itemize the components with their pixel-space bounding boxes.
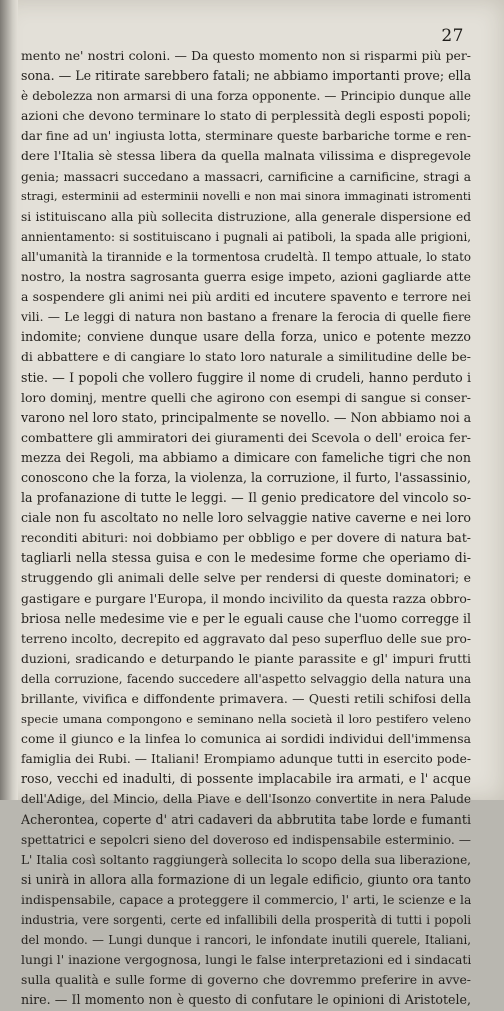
text-line: Acherontea, coperte d' atri cadaveri da abbrutita tabe lorde e fumanti [21, 811, 471, 827]
text-line: stragi, esterminii ad esterminii novelli e non mai sinora immaginati istromenti [21, 189, 471, 203]
text-line: si unirà in allora alla formazione di un legale edificio, giunto ora tanto [21, 871, 471, 887]
text-line: nostro, la nostra sagrosanta guerra esige impeto, azioni gagliarde atte [21, 269, 471, 285]
text-line: indispensabile, capace a proteggere il commercio, l' arti, le scienze e la [21, 891, 471, 907]
text-line: del mondo. — Lungi dunque i rancori, le infondate inutili querele, Italiani, [21, 933, 471, 948]
text-line: struggendo gli animali delle selve per rendersi di queste dominatori; e [21, 570, 471, 586]
text-line: tagliarli nella stessa guisa e con le medesime forme che operiamo di- [21, 550, 471, 566]
text-line: la profanazione di tutte le leggi. — Il genio predicatore del vincolo so- [21, 490, 471, 506]
text-line: duzioni, sradicando e deturpando le piante parassite e gl' impuri frutti [21, 650, 471, 666]
text-line: vili. — Le leggi di natura non bastano a frenare la ferocia di quelle fiere [21, 310, 471, 325]
text-line: sona. — Le ritirate sarebbero fatali; ne abbiamo importanti prove; ella [21, 68, 471, 84]
text-line: genia; massacri succedano a massacri, carnificine a carnificine, stragi a [21, 169, 471, 184]
text-line: gastigare e purgare l'Europa, il mondo incivilito da questa razza obbro- [21, 590, 471, 606]
text-line: loro dominj, mentre quelli che agirono con esempi di sangue si conser- [21, 389, 471, 405]
text-line: a sospendere gli animi nei più arditi ed incutere spavento e terrore nei [21, 289, 471, 305]
text-line: della corruzione, facendo succedere all'aspetto selvaggio della natura una [21, 671, 471, 686]
text-line: come il giunco e la linfea lo comunica ai sordidi individui dell'immensa [21, 731, 471, 747]
text-line: all'umanità la tirannide e la tormentosa crudeltà. Il tempo attuale, lo stato [21, 249, 471, 264]
text-line: mezza dei Regoli, ma abbiamo a dimicare con fameliche tigri che non [21, 449, 471, 465]
text-line: roso, vecchi ed inadulti, di possente implacabile ira armati, e l' acque [21, 771, 471, 787]
text-line: L' Italia così soltanto raggiungerà sollecita lo scopo della sua liberazione, [21, 852, 471, 867]
text-line: annientamento: si sostituiscano i pugnali ai patiboli, la spada alle prigioni, [21, 229, 471, 244]
text-line: terreno incolto, decrepito ed aggravato dal peso superfluo delle sue pro- [21, 631, 471, 646]
text-line: briosa nelle medesime vie e per le eguali cause che l'uomo corregge il [21, 610, 471, 626]
page-gutter [0, 0, 18, 800]
text-line: varono nel loro stato, principalmente se novello. — Non abbiamo noi a [21, 409, 471, 425]
text-line: azioni che devono terminare lo stato di perplessità degli esposti popoli; [21, 108, 471, 124]
text-line: combattere gli ammiratori dei giuramenti dei Scevola o dell' eroica fer- [21, 429, 471, 445]
text-line: reconditi abituri: noi dobbiamo per obbligo e per dovere di natura bat- [21, 530, 471, 546]
text-line: sulla qualità e sulle forme di governo che dovremmo preferire in avve- [21, 972, 471, 988]
text-line: conoscono che la forza, la violenza, la corruzione, il furto, l'assassinio, [21, 469, 471, 485]
text-line: si istituiscano alla più sollecita distruzione, alla generale dispersione ed [21, 209, 471, 224]
text-line: industria, vere sorgenti, certe ed infallibili della prosperità di tutti i popoli [21, 913, 471, 928]
page-number: 27 [441, 26, 464, 46]
text-line: famiglia dei Rubi. — Italiani! Erompiamo adunque tutti in esercito pode- [21, 752, 471, 767]
text-line: dell'Adige, del Mincio, della Piave e dell'Isonzo convertite in nera Palude [21, 792, 471, 807]
text-line: dere l'Italia sè stessa libera da quella malnata vilissima e dispregevole [21, 148, 471, 164]
text-line: spettatrici e sepolcri sieno del doveroso ed indispensabile esterminio. — [21, 832, 471, 847]
text-line: specie umana compongono e seminano nella società il loro pestifero veleno [21, 712, 471, 727]
text-line: stie. — I popoli che vollero fuggire il nome di crudeli, hanno perduto i [21, 369, 471, 385]
body-text [21, 46, 471, 1011]
text-line: indomite; conviene dunque usare della forza, unico e potente mezzo [21, 329, 471, 345]
text-line: nire. — Il momento non è questo di confutare le opinioni di Aristotele, [21, 992, 471, 1008]
text-line: dar fine ad un' ingiusta lotta, sterminare queste barbariche torme e ren- [21, 129, 471, 144]
text-line: mento ne' nostri coloni. — Da questo momento non si risparmi più per- [21, 48, 471, 63]
text-line: ciale non fu ascoltato no nelle loro selvaggie native caverne e nei loro [21, 510, 471, 526]
text-line: di abbattere e di cangiare lo stato loro naturale a similitudine delle be- [21, 349, 471, 365]
text-line: brillante, vivifica e diffondente primavera. — Questi retili schifosi della [21, 691, 471, 706]
text-line: lungi l' inazione vergognosa, lungi le false interpretazioni ed i sindacati [21, 952, 471, 968]
text-line: è debolezza non armarsi di una forza opponente. — Principio dunque alle [21, 89, 471, 104]
